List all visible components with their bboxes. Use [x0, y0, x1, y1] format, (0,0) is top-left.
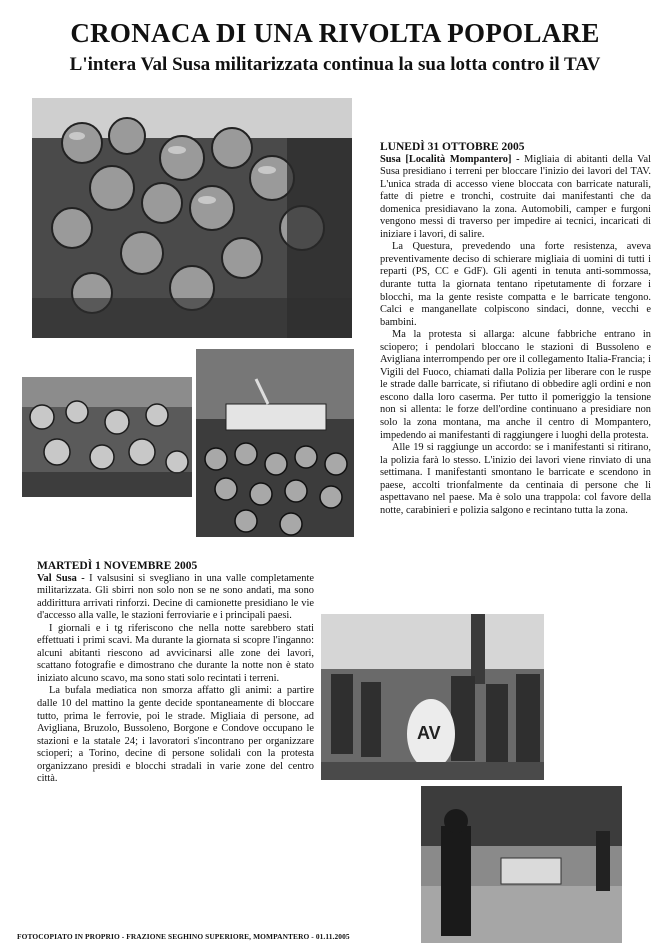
page-title: CRONACA DI UNA RIVOLTA POPOLARE: [70, 18, 600, 48]
paragraph-oct31-3: Ma la protesta si allarga: alcune fabbriche entrano in sciopero; i pendolari bloccano le stazioni di Bussoleno e Avigliana interrompendo per ore il collegamento Italia-Francia; i Vigili del Fuoco, chiamati dalla Polizia per liberare con le ruspe le strade dalle barricate, si rifiutano di obbedire agli ordini e non escono dalla loro caserma. Per tutto il pomeriggio la tensione non si allenta: le forze dell'ordine continuano a presidiare non solo la zona montana, ma anche il centro di Mompantero, impedendo ai manifestanti di raggiungere i luoghi della protesta.: [380, 329, 651, 441]
photo-police-crowd-image: [32, 98, 352, 338]
photo-banners-police-image: [196, 349, 354, 537]
photo-crowd-road: [321, 614, 544, 780]
place-oct31: Susa [Località Mompantero] -: [380, 153, 520, 165]
article-oct31: [380, 141, 651, 517]
photo-protesters-image: [22, 377, 192, 497]
paragraph-oct31-1: Migliaia di abitanti della Val Susa presidiano i terreni per bloccare l'inizio dei lavori del TAV. L'unica strada di accesso viene bloccata con barricate naturali, fatte di pietre e tronchi, costruite dai manifestanti che da domenica presidiavano la zona. Automobili, camper e furgoni vengono messi di traverso per impedire ai tecnici, incaricati di iniziare i lavori, di salire.: [380, 153, 651, 240]
svg-text:AV: AV: [417, 723, 441, 743]
photo-barricade: [421, 786, 622, 943]
paragraph-nov1-3: La bufala mediatica non smorza affatto gli animi: a partire dalle 10 del mattino la gente decide spontaneamente di bloccare tutto, prima le ferrovie, poi le strade. Migliaia di persone, ad Avigliana, Bruzolo, Bussoleno, Borgone e Condove occupano le stazioni e la statale 24; i lavoratori s'incontrano per organizzare scioperi; a Torino, decine di persone solidali con la protesta organizzano presidi e blocchi stradali in varie zone del centro città.: [37, 685, 314, 785]
photo-barricade-image: [421, 786, 622, 943]
photo-police-crowd: [32, 98, 352, 338]
page-footer: FOTOCOPIATO IN PROPRIO - FRAZIONE SEGHINO SUPERIORE, MOMPANTERO - 01.11.2005: [17, 932, 350, 941]
paragraph-oct31-4: Alle 19 si raggiunge un accordo: se i manifestanti si ritirano, la polizia farà lo stesso. L'inizio dei lavori viene rinviato di una settimana. I manifestanti smontano le barricate e scendono in paese, accolti trionfalmente da centinaia di persone che li aspettavano nel paese. Ma è solo una trappola: col favore della notte, carabinieri e polizia salgono e recintano tutta la zona.: [380, 442, 651, 516]
photo-banners-police: [196, 349, 354, 537]
paragraph-oct31-2: La Questura, prevedendo una forte resistenza, aveva preventivamente deciso di schierare migliaia di uomini di tutti i reparti (PS, CC e GdF). Gli agenti in tenuta anti-sommossa, durante tutta la giornata tentano ripetutamente di forzare i blocchi, ma la gente resiste compatta e le barricate tengono. Calci e manganellate colpiscono sindaci, donne, vecchi e bambini.: [380, 241, 651, 328]
paragraph-nov1-2: I giornali e i tg riferiscono che nella notte sarebbero stati effettuati i primi scavi. Ma durante la giornata si scopre l'inganno: alcuni abitanti riescono ad avvicinarsi alle zone dei lavori, scattano fotografie e dimostrano che durante la notte non è stato iniziato alcuno scavo, ma sono stati solo recintati i terreni.: [37, 622, 314, 684]
heading-nov1: MARTEDÌ 1 NOVEMBRE 2005: [37, 560, 198, 572]
page-subtitle: L'intera Val Susa militarizzata continua la sua lotta contro il TAV: [69, 54, 601, 75]
heading-oct31: LUNEDÌ 31 OTTOBRE 2005: [380, 141, 525, 153]
paragraph-nov1-1: I valsusini si svegliano in una valle completamente militarizzata. Gli sbirri non solo non se ne sono andati, ma sono addirittura arrivati rinforzi. Decine di camionette presidiano le vie d'accesso alla valle, le stazioni ferroviarie e i principali paesi.: [37, 572, 314, 622]
photo-crowd-road-image: [321, 614, 544, 780]
article-nov1: [37, 560, 314, 786]
photo-protesters: [22, 377, 192, 497]
place-nov1: Val Susa -: [37, 572, 85, 584]
